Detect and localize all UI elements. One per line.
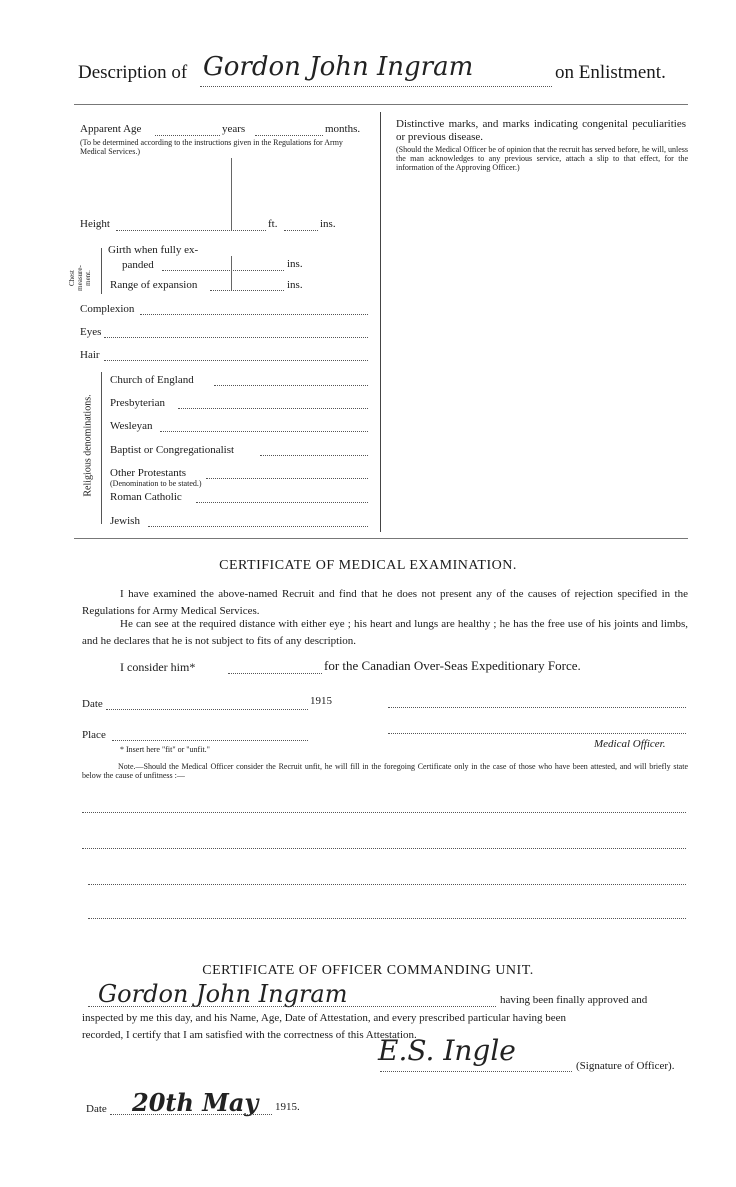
consider-suffix: for the Canadian Over-Seas Expeditionary Force. bbox=[324, 658, 581, 673]
religion-jewish: Jewish bbox=[110, 515, 140, 527]
religion-baptist: Baptist or Congregationalist bbox=[110, 444, 235, 456]
religion-presbyterian: Presbyterian bbox=[110, 397, 165, 409]
place-label: Place bbox=[82, 729, 106, 741]
insert-note: * Insert here "fit" or "unfit." bbox=[120, 745, 210, 754]
religion-line-7 bbox=[148, 526, 368, 527]
age-vertical-mark bbox=[231, 158, 232, 208]
chest-label-text: Chest measure-ment. bbox=[68, 265, 92, 291]
header-name-line bbox=[200, 86, 552, 87]
height-ins-line bbox=[284, 230, 318, 231]
religion-wesleyan: Wesleyan bbox=[110, 420, 153, 432]
religion-roman-catholic: Roman Catholic bbox=[110, 491, 182, 503]
hair-line bbox=[104, 360, 368, 361]
range-label: Range of expansion bbox=[110, 279, 198, 291]
unfitness-line-3 bbox=[88, 884, 686, 885]
complexion-line bbox=[140, 314, 368, 315]
medical-year: 1915 bbox=[310, 695, 332, 707]
religion-other-protestants: Other Protestants bbox=[110, 467, 187, 479]
header-suffix: on Enlistment. bbox=[555, 62, 666, 83]
religious-denominations-label bbox=[78, 372, 98, 522]
panded-label: panded bbox=[122, 259, 154, 271]
unfitness-note: Note.—Should the Medical Officer consider the Recruit unfit, he will fill in the foregoing Certificate only in the case of those who have been attested, and will briefly state below the cause of unfitness :— bbox=[82, 762, 688, 780]
officer-text-3: recorded, I certify that I am satisfied with the correctness of this Attestation. bbox=[82, 1029, 417, 1041]
eyes-label: Eyes bbox=[80, 326, 102, 338]
religion-church-of-england: Church of England bbox=[110, 374, 194, 386]
top-rule bbox=[74, 104, 688, 105]
unfitness-line-1 bbox=[82, 812, 686, 813]
column-divider bbox=[380, 112, 381, 532]
age-months-line bbox=[255, 135, 323, 136]
religion-bracket bbox=[101, 372, 102, 524]
signature-line bbox=[380, 1071, 572, 1072]
apparent-age-label: Apparent Age bbox=[80, 123, 142, 135]
officer-text-2: inspected by me this day, and his Name, Age, Date of Attestation, and every prescribed particular having been bbox=[82, 1012, 567, 1024]
place-line bbox=[112, 740, 308, 741]
hair-label: Hair bbox=[80, 349, 100, 361]
religion-line-6 bbox=[196, 502, 368, 503]
girth-label: Girth when fully ex- bbox=[108, 244, 199, 256]
years-label: years bbox=[222, 123, 246, 135]
officer-recruit-name: Gordon John Ingram bbox=[98, 980, 348, 1008]
medical-officer-line-2 bbox=[388, 733, 686, 734]
chest-vertical-mark bbox=[231, 256, 232, 290]
officer-text-1: having been finally approved and bbox=[500, 994, 648, 1006]
fitness-line bbox=[228, 673, 322, 674]
header-recruit-name: Gordon John Ingram bbox=[203, 52, 474, 82]
religion-line-3 bbox=[160, 431, 368, 432]
religion-line-4 bbox=[260, 455, 368, 456]
officer-name-line bbox=[88, 1006, 496, 1007]
denomination-note: (Denomination to be stated.) bbox=[110, 479, 202, 488]
range-ins-label: ins. bbox=[287, 279, 303, 291]
age-years-line bbox=[155, 135, 220, 136]
medical-officer-line-1 bbox=[388, 707, 686, 708]
religious-label-text: Religious denominations. bbox=[82, 394, 94, 497]
height-ins-label: ins. bbox=[320, 218, 336, 230]
officer-date-line bbox=[110, 1114, 272, 1115]
religion-line-2 bbox=[178, 408, 368, 409]
medical-officer-label: Medical Officer. bbox=[594, 738, 666, 750]
religion-line-5 bbox=[206, 478, 368, 479]
range-line bbox=[210, 290, 284, 291]
height-label: Height bbox=[80, 218, 110, 230]
medical-certificate-title: CERTIFICATE OF MEDICAL EXAMINATION. bbox=[219, 558, 517, 573]
months-label: months. bbox=[325, 123, 361, 135]
height-ft-line bbox=[116, 230, 266, 231]
officer-date-value: 20th May bbox=[132, 1088, 259, 1117]
officer-signature: E.S. Ingle bbox=[378, 1034, 516, 1067]
medical-paragraph-1: I have examined the above-named Recruit and find that he does not present any of the causes of rejection specified in the Regulations for Army Medical Services. bbox=[82, 588, 688, 617]
religion-line-1 bbox=[214, 385, 368, 386]
ft-label: ft. bbox=[268, 218, 278, 230]
table-bottom-rule bbox=[74, 538, 688, 539]
girth-line bbox=[162, 270, 284, 271]
distinctive-marks-note: (Should the Medical Officer be of opinion that the recruit has served before, he will, unless the man acknowledges to any previous service, attach a slip to that effect, for the information of the Approving Officer.) bbox=[396, 145, 688, 172]
unfitness-line-4 bbox=[88, 918, 686, 919]
age-note: (To be determined according to the instructions given in the Regulations for Army Medical Services.) bbox=[80, 138, 343, 156]
height-vertical-mark bbox=[231, 208, 232, 230]
girth-ins-label: ins. bbox=[287, 258, 303, 270]
officer-date-label: Date bbox=[86, 1103, 107, 1115]
unfitness-line-2 bbox=[82, 848, 686, 849]
officer-certificate-title: CERTIFICATE OF OFFICER COMMANDING UNIT. bbox=[202, 963, 534, 978]
officer-year: 1915. bbox=[275, 1101, 300, 1113]
signature-label: (Signature of Officer). bbox=[576, 1060, 675, 1072]
header-prefix: Description of bbox=[78, 62, 188, 83]
chest-measurement-label bbox=[68, 252, 98, 292]
chest-bracket bbox=[101, 248, 102, 294]
medical-date-line bbox=[106, 709, 308, 710]
consider-prefix: I consider him* bbox=[120, 660, 196, 674]
medical-date-label: Date bbox=[82, 698, 103, 710]
medical-paragraph-2: He can see at the required distance with either eye ; his heart and lungs are healthy ; he has the free use of his joints and limbs, and he declares that he is not subject to fits of any description. bbox=[82, 618, 688, 647]
complexion-label: Complexion bbox=[80, 303, 135, 315]
eyes-line bbox=[104, 337, 368, 338]
distinctive-marks-heading: Distinctive marks, and marks indicating congenital peculiarities or previous disease. bbox=[396, 118, 686, 143]
